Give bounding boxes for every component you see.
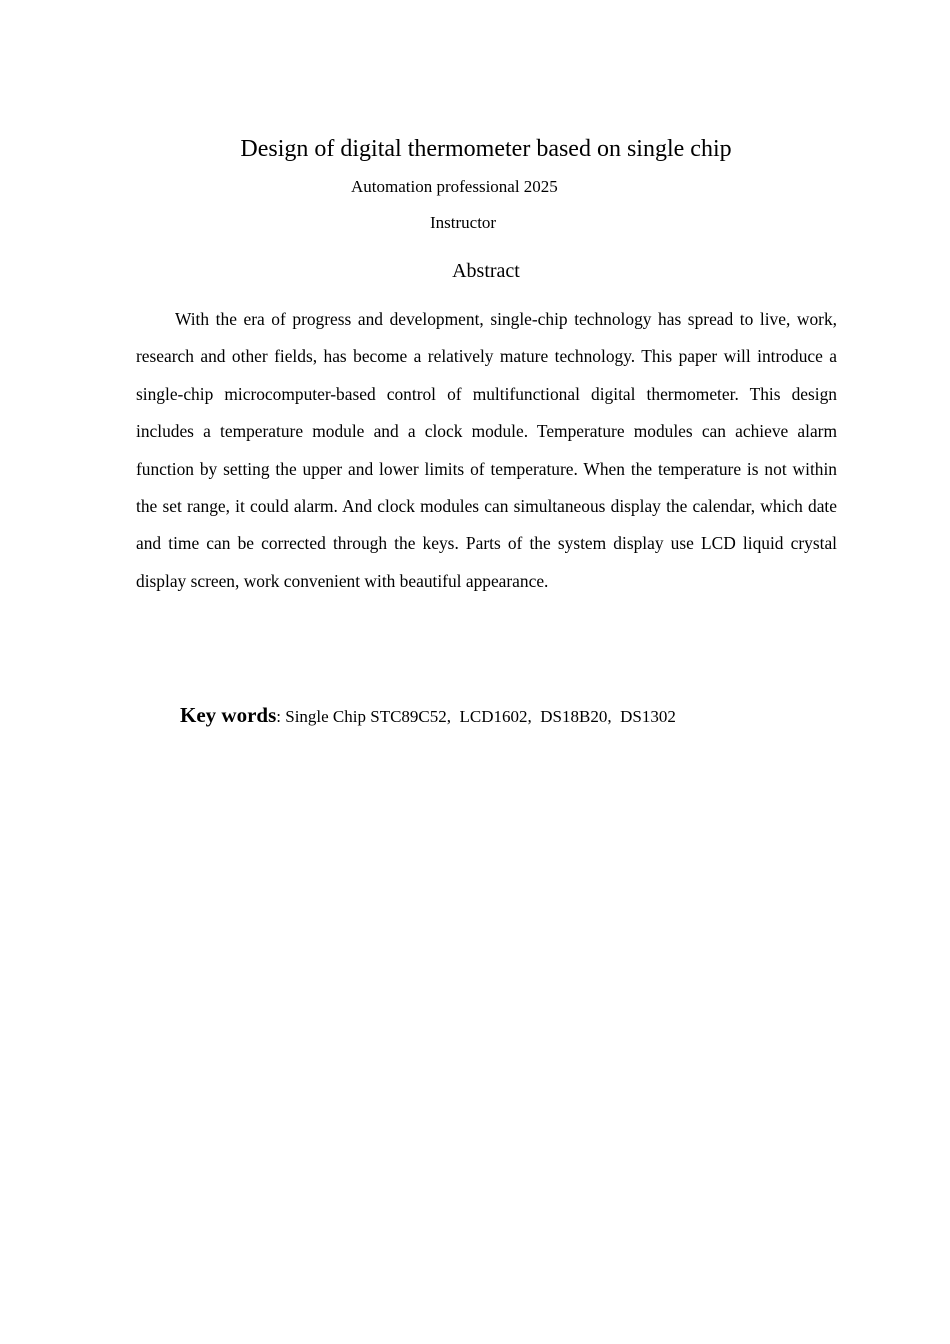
abstract-body: With the era of progress and development, single-chip technology has spread to live, work, research and other fields, has become a relatively mature technology. This paper will introduce a single-chip microcomputer-based control of multifunctional digital thermometer. This design includes a temperature module and a clock module. Temperature modules can achieve alarm function by setting the upper and lower limits of temperature. When the temperature is not within the set range, it could alarm. And clock modules can simultaneous display the calendar, which date and time can be corrected through the keys. Parts of the system display use LCD liquid crystal display screen, work convenient with beautiful appearance.: [136, 309, 837, 591]
keywords-label: Key words: [180, 703, 277, 727]
keyword-item: DS1302: [620, 707, 676, 726]
keywords-separator: :: [276, 707, 286, 726]
keyword-separator: ,: [607, 707, 621, 726]
keyword-item: DS18B20: [540, 707, 608, 726]
document-subtitle: Automation professional 2025: [351, 177, 558, 196]
keyword-separator: ,: [446, 707, 460, 726]
keywords-line: [180, 700, 676, 733]
keyword-separator: ,: [527, 707, 541, 726]
abstract-heading: Abstract: [452, 260, 520, 282]
keyword-item: LCD1602: [459, 707, 528, 726]
document-title: Design of digital thermometer based on single chip: [240, 136, 732, 162]
keyword-item: Single Chip STC89C52: [285, 707, 447, 726]
instructor-line: Instructor: [430, 213, 497, 232]
